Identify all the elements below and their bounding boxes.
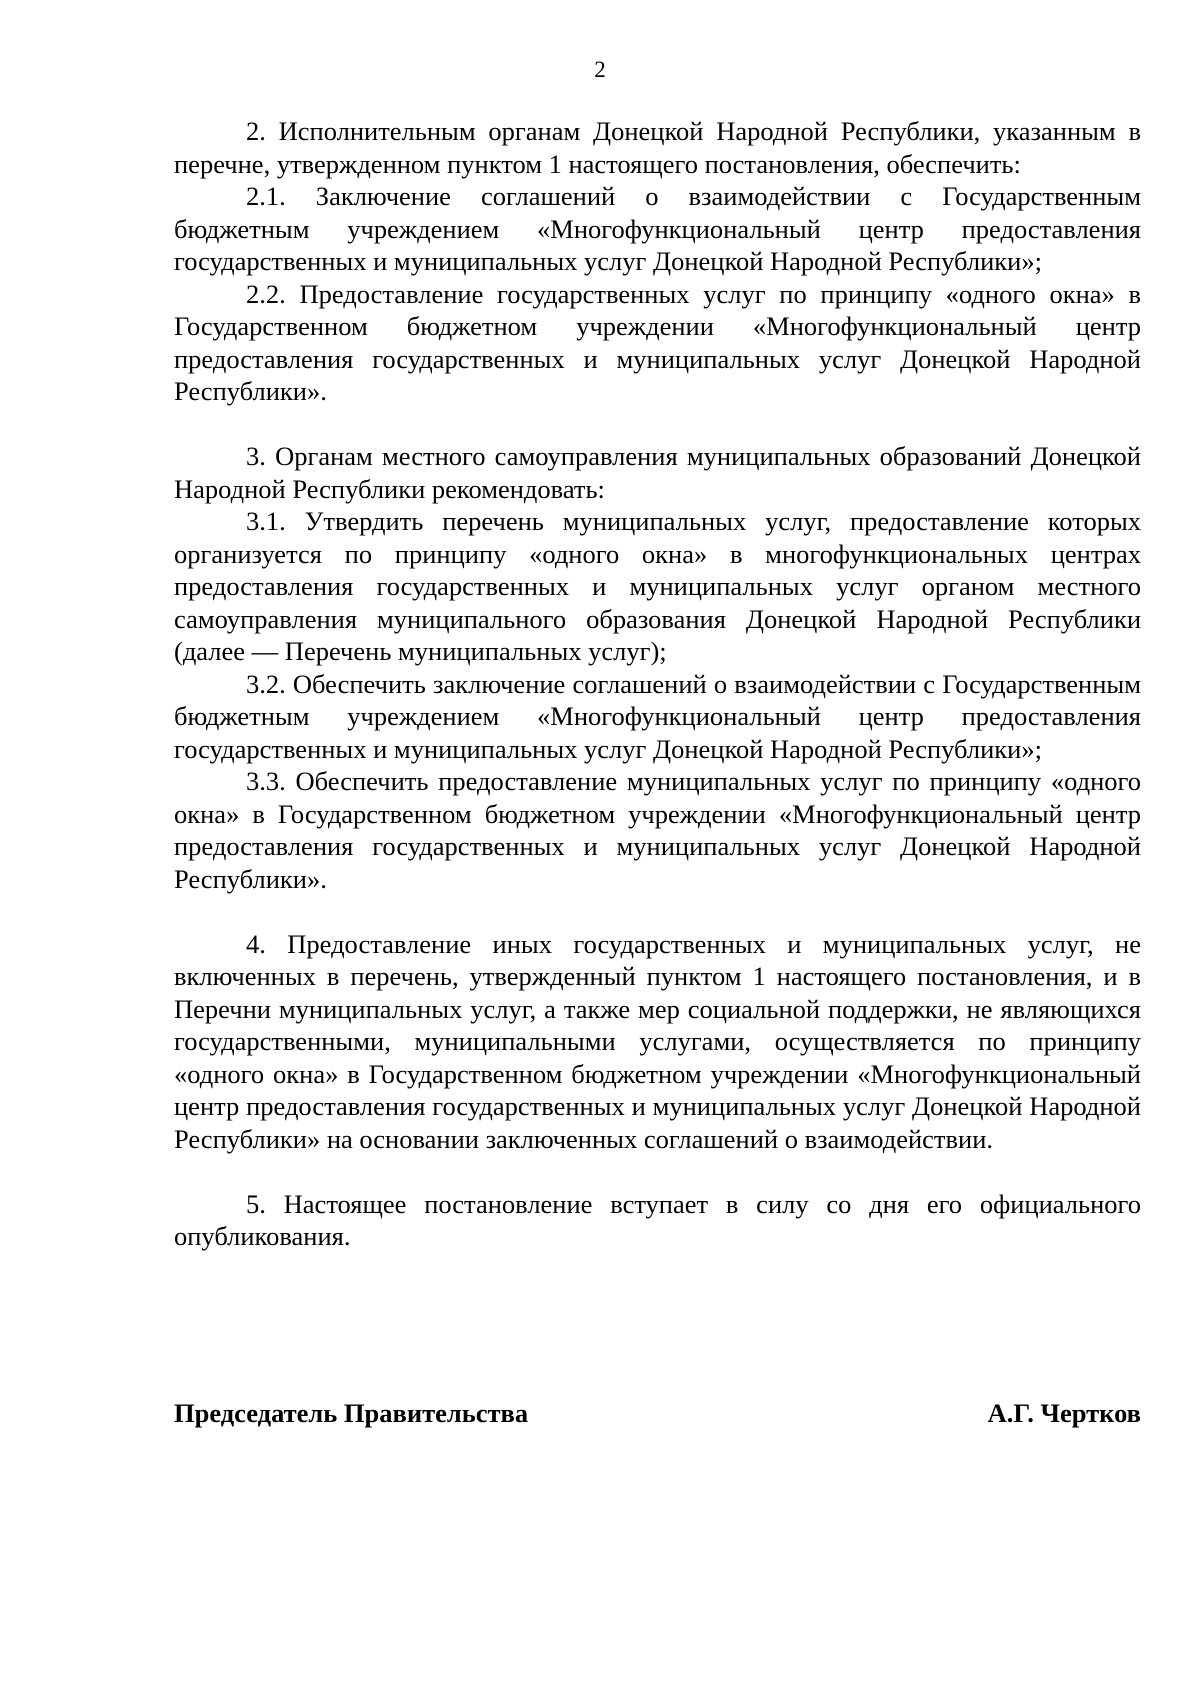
- section-3-1: 3.1. Утвердить перечень муниципальных услуг, предоставление которых организуется по принципу «одного окна» в многофункциональных центрах предоставления государственных и муниципальных услуг органом местного самоуправления муниципального образования Донецкой Народной Республики (далее — Перечень муниципальных услуг);: [174, 506, 1141, 666]
- paragraph-gap: [174, 1155, 1141, 1188]
- section-2-intro: 2. Исполнительным органам Донецкой Народной Республики, указанным в перечне, утвержденном пунктом 1 настоящего постановления, обеспечить:: [174, 116, 1141, 179]
- signatory-title: Председатель Правительства: [174, 1398, 529, 1428]
- page-number: 2: [594, 57, 606, 82]
- paragraph-gap: [174, 895, 1141, 928]
- signature-block: [174, 1397, 1141, 1433]
- document-body: [174, 115, 1141, 1253]
- section-3-2: 3.2. Обеспечить заключение соглашений о взаимодействии с Государственным бюджетным учреждением «Многофункциональный центр предоставления государственных и муниципальных услуг Донецкой Народной Республики»;: [174, 668, 1141, 764]
- section-4: 4. Предоставление иных государственных и муниципальных услуг, не включенных в перечень, утвержденный пунктом 1 настоящего постановления, и в Перечни муниципальных услуг, а также мер социальной поддержки, не являющихся государственными, муниципальными услугами, осуществляется по принципу «одного окна» в Государственном бюджетном учреждении «Многофункциональный центр предоставления государственных и муниципальных услуг Донецкой Народной Республики» на основании заключенных соглашений о взаимодействии.: [174, 928, 1141, 1154]
- signatory-name: А.Г. Чертков: [987, 1398, 1141, 1428]
- section-5: 5. Настоящее постановление вступает в силу со дня его официального опубликования.: [174, 1188, 1141, 1251]
- paragraph-gap: [174, 408, 1141, 441]
- section-2-1: 2.1. Заключение соглашений о взаимодействии с Государственным бюджетным учреждением «Многофункциональный центр предоставления государственных и муниципальных услуг Донецкой Народной Республики»;: [174, 181, 1141, 276]
- section-3-3: 3.3. Обеспечить предоставление муниципальных услуг по принципу «одного окна» в Государственном бюджетном учреждении «Многофункциональный центр предоставления государственных и муниципальных услуг Донецкой Народной Республики».: [174, 766, 1141, 894]
- section-2-2: 2.2. Предоставление государственных услуг по принципу «одного окна» в Государственном бюджетном учреждении «Многофункциональный центр предоставления государственных и муниципальных услуг Донецкой Народной Республики».: [174, 278, 1141, 406]
- section-3-intro: 3. Органам местного самоуправления муниципальных образований Донецкой Народной Республики рекомендовать:: [174, 441, 1141, 504]
